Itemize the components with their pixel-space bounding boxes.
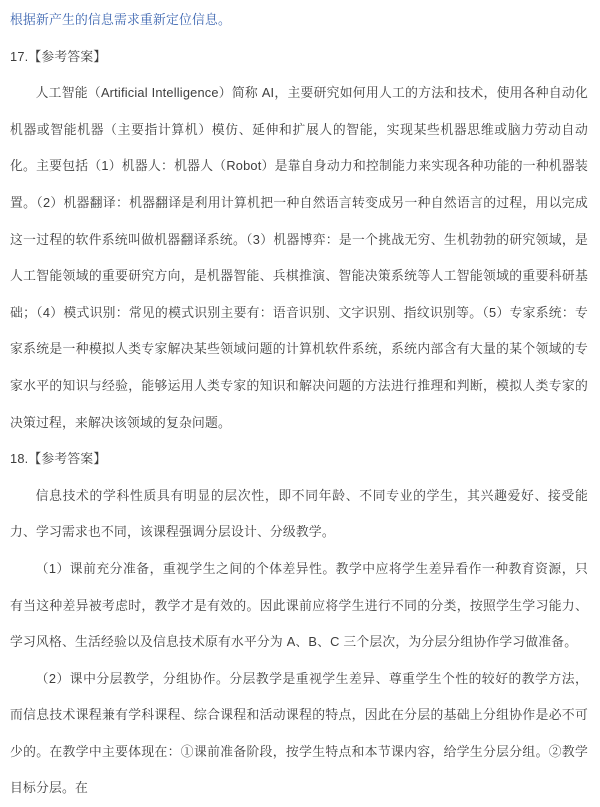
answer-17-heading: 17.【参考答案】: [10, 48, 107, 64]
answer-18-paragraph-2: （1）课前充分准备，重视学生之间的个体差异性。教学中应将学生差异看作一种教育资源，只有当这种差异被考虑时，教学才是有效的。因此课前应将学生进行不同的分类，按照学生学习能力、学习风格、生活经验以及信息技术原有水平分为 A、B、C 三个层次，为分层分组协作学习做准备。: [10, 560, 588, 650]
intro-continuation-line: 根据新产生的信息需求重新定位信息。: [10, 12, 231, 27]
answer-18-paragraph-1: 信息技术的学科性质具有明显的层次性，即不同年龄、不同专业的学生，其兴趣爱好、接受能力、学习需求也不同，该课程强调分层设计、分级教学。: [10, 487, 588, 540]
answer-18-heading: 18.【参考答案】: [10, 451, 107, 467]
answer-18-paragraph-3: （2）课中分层教学，分组协作。分层教学是重视学生差异、尊重学生个性的较好的教学方法，而信息技术课程兼有学科课程、综合课程和活动课程的特点，因此在分层的基础上分组协作是必不可少的。在教学中主要体现在：①课前准备阶段，按学生特点和本节课内容，给学生分层分组。②教学目标分层。在: [10, 670, 588, 796]
answer-17-paragraph: 人工智能（Artificial Intelligence）简称 AI，主要研究如何用人工的方法和技术，使用各种自动化机器或智能机器（主要指计算机）模仿、延伸和扩展人的智能，实现某些机器思维或脑力劳动自动化。主要包括（1）机器人：机器人（Robot）是靠自身动力和控制能力来实现各种功能的一种机器装置。（2）机器翻译：机器翻译是利用计算机把一种自然语言转变成另一种自然语言的过程，用以完成这一过程的软件系统叫做机器翻译系统。（3）机器博弈：是一个挑战无穷、生机勃勃的研究领域，是人工智能领域的重要研究方向，是机器智能、兵棋推演、智能决策系统等人工智能领域的重要科研基础；（4）模式识别：常见的模式识别主要有：语音识别、文字识别、指纹识别等。（5）专家系统：专家系统是一种模拟人类专家解决某些领域问题的计算机软件系统，系统内部含有大量的某个领域的专家水平的知识与经验，能够运用人类专家的知识和解决问题的方法进行推理和判断，模拟人类专家的决策过程，来解决该领域的复杂问题。: [10, 85, 588, 430]
